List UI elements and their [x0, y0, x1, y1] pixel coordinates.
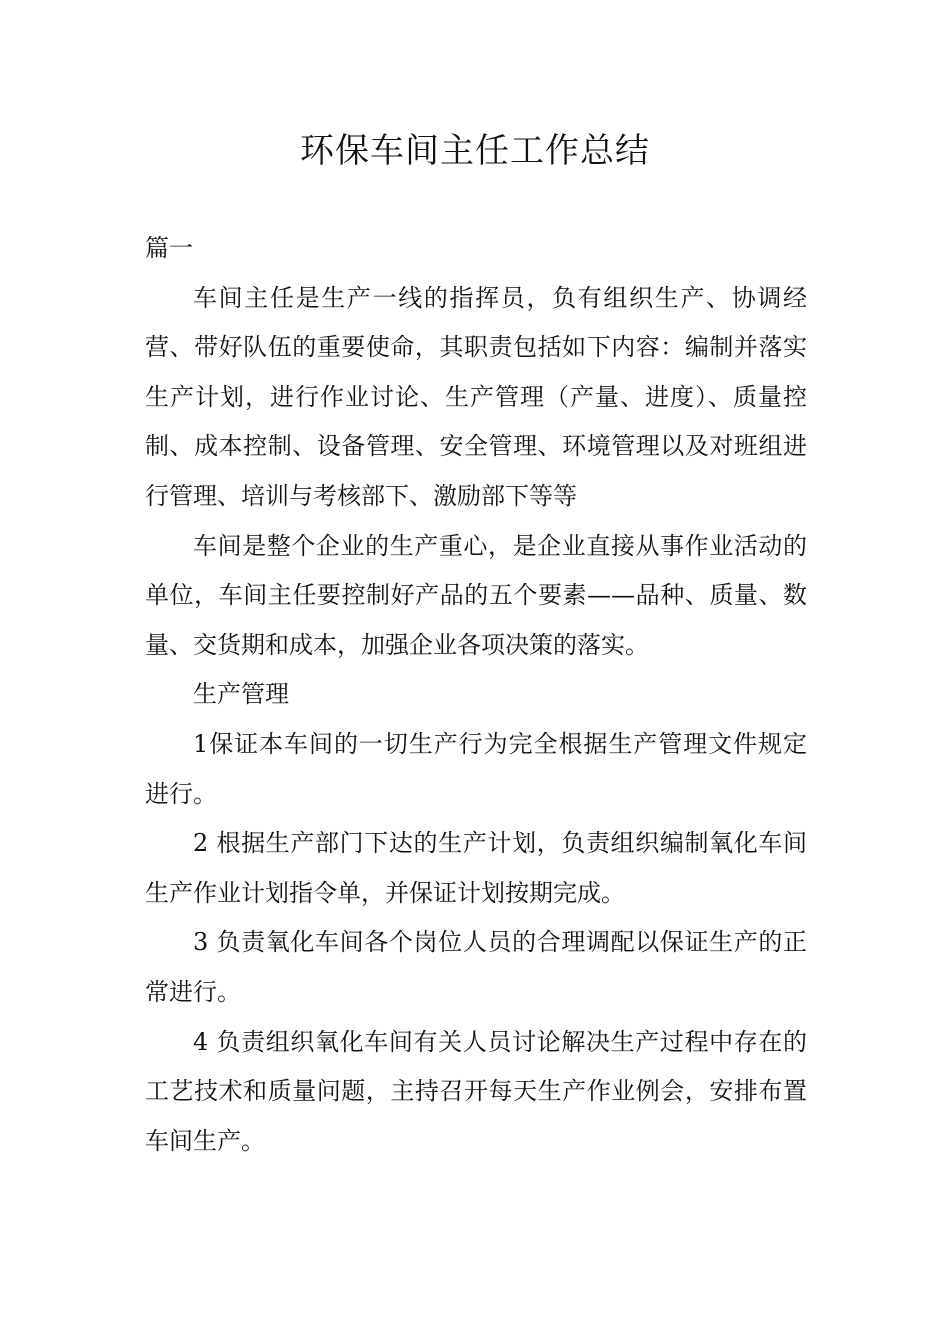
paragraph-duties: 车间主任是生产一线的指挥员，负有组织生产、协调经营、带好队伍的重要使命，其职责包括如下内容：编制并落实生产计划，进行作业讨论、生产管理（产量、进度）、质量控制、成本控制、设备管理、安全管理、环境管理以及对班组进行管理、培训与考核部下、激励部下等等 — [145, 283, 807, 510]
list-item-1: 1保证本车间的一切生产行为完全根据生产管理文件规定进行。 — [145, 729, 807, 808]
list-item-2: 2 根据生产部门下达的生产计划，负责组织编制氧化车间生产作业计划指令单，并保证计划按期完成。 — [145, 829, 807, 907]
section-label: 篇一 — [145, 234, 193, 262]
paragraph-workshop-core: 车间是整个企业的生产重心，是企业直接从事作业活动的单位，车间主任要控制好产品的五个要素——品种、质量、数量、交货期和成本，加强企业各项决策的落实。 — [145, 531, 807, 659]
document-title: 环保车间主任工作总结 — [300, 131, 650, 171]
list-item-3: 3 负责氧化车间各个岗位人员的合理调配以保证生产的正常进行。 — [145, 928, 807, 1006]
document-body — [145, 224, 807, 1166]
subheading-production-management: 生产管理 — [193, 680, 289, 709]
list-item-4: 4 负责组织氧化车间有关人员讨论解决生产过程中存在的工艺技术和质量问题，主持召开每天生产作业例会，安排布置车间生产。 — [145, 1027, 807, 1155]
